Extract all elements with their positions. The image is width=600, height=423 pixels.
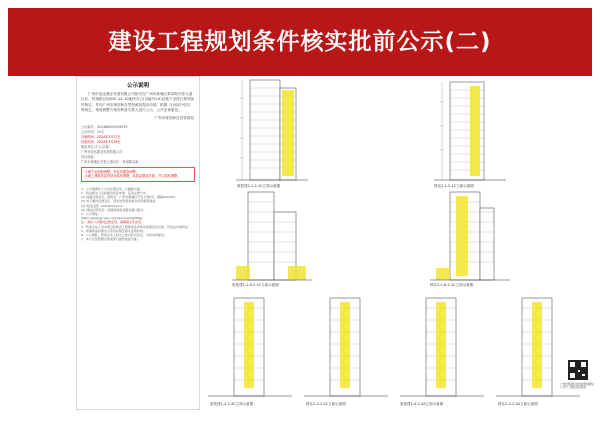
drawing-caption: 原报建2-4-2-4C立面示意图 bbox=[210, 402, 254, 406]
elevation-drawing-verified-2 bbox=[428, 188, 512, 284]
note-line: 1、公示期满后十日内反馈意见，以邮戳为准。 bbox=[81, 186, 143, 191]
elevation-drawing-verified-1 bbox=[430, 78, 510, 182]
change-summary bbox=[81, 167, 195, 182]
note-line: 7、本公告及附图以规划部门最终批复为准。 bbox=[81, 237, 140, 242]
note-line: (2) 电子邮件反馈意见，请发送至规划和自然资源局网站； bbox=[81, 199, 159, 204]
change-item: ①地下室面积调整，车位布置有调整； bbox=[85, 169, 139, 174]
qr-code[interactable] bbox=[568, 360, 588, 380]
elevation-drawing-original-2 bbox=[230, 188, 314, 284]
note-line: (4) 现场反馈意见：请到规划政务服务窗口提交。 bbox=[81, 207, 147, 212]
qr-caption: 广州市规划和自然资源局微信公众号二维码扫码查阅 bbox=[560, 383, 594, 390]
change-item: ②地上建筑首层内部布局有调整，标高层增加平面，外立面有调整。 bbox=[85, 174, 181, 179]
meta-line: 广州市黄埔区开泰大道以东、科翔路以南 bbox=[81, 159, 139, 164]
notice-notes bbox=[77, 184, 199, 245]
note-link[interactable]: https://ghzy.gz.gov.cn/ywpd/csgh/ghzfgs/ bbox=[81, 216, 143, 221]
notice-panel bbox=[76, 76, 200, 410]
note-line: (1) 信函反馈意见，请寄至：广州市黄埔区开发大道2号，邮编510530； bbox=[81, 195, 178, 200]
elevation-drawing-verified-3 bbox=[300, 292, 392, 402]
notice-signature: 广州市规划和自然资源局 bbox=[154, 115, 194, 120]
note-line: 注：请在公示期内反馈意见，逾期视为无意见。 bbox=[81, 220, 145, 225]
meta-line: 公示时间：10天 bbox=[81, 129, 105, 134]
meta-line: 广州市冠达置业发展有限公司 bbox=[81, 149, 123, 154]
drawing-caption: 原报建2-1-2-1C立面示意图 bbox=[237, 184, 281, 188]
elevation-drawing-original-4 bbox=[396, 292, 488, 402]
note-line: 5、申请听证时须出示身份证明及相关证明材料。 bbox=[81, 228, 146, 233]
meta-line: 公示编号：2024B0000009993 bbox=[81, 124, 128, 129]
drawing-caption: 核实2-4-2-4A立面示意图 bbox=[498, 402, 538, 406]
drawing-caption: 原报建2-1-6-2-1C立面示意图 bbox=[232, 283, 279, 287]
notice-heading: 公示说明 bbox=[126, 83, 149, 89]
note-line: (3) 电话反馈：020-82xxxxxx bbox=[81, 203, 123, 208]
drawing-caption: 原报建2-4-2-4A立面示意图 bbox=[400, 402, 444, 406]
drawing-caption: 核实2-4-2-4C立面示意图 bbox=[306, 402, 346, 406]
page-title: 建设工程规划条件核实批前公示(二) bbox=[108, 29, 492, 55]
drawing-caption: 核实2-1-6-2-1C立面示意图 bbox=[430, 283, 474, 287]
drawing-caption: 核实2-1-2-1C立面示意图 bbox=[434, 184, 474, 188]
drawings-area bbox=[202, 76, 594, 410]
note-line: 2、利益相关人有权提出听证申请，意见反馈方式： bbox=[81, 191, 149, 196]
meta-line: 项目地址： bbox=[81, 154, 97, 159]
elevation-drawing-original-1 bbox=[232, 78, 312, 182]
meta-line: 结束时间：2024年3月26日 bbox=[81, 139, 121, 144]
meta-line: 开始时间：2024年3月17日 bbox=[81, 134, 121, 139]
notice-meta bbox=[77, 125, 199, 165]
note-line: 4、利害关系人对该项目的建设工程规划条件核实结果有异议的，可依法申请听证。 bbox=[81, 224, 191, 229]
notice-intro: 广州市冠达置业发展有限公司拟对在广州市黄埔区萝岗街开泰大道以东、科翔路以南KXC-14-10地块办公(自编号2#)及地下室进行规划条件核实，并向广州市规划和自然资源局提出申请。根据《行政许可法》等规定，现将调整方案向利害关系人进行公示，公开征询意见。 bbox=[81, 92, 195, 113]
elevation-drawing-original-3 bbox=[204, 292, 296, 402]
meta-line: 建设单位(个人)名称： bbox=[81, 144, 113, 149]
title-banner bbox=[8, 8, 592, 76]
note-line: 6、公示期间，利害关系人如对上述内容有意见，可向本局提出。 bbox=[81, 233, 167, 238]
note-line: 3、公示网址： bbox=[81, 212, 101, 217]
